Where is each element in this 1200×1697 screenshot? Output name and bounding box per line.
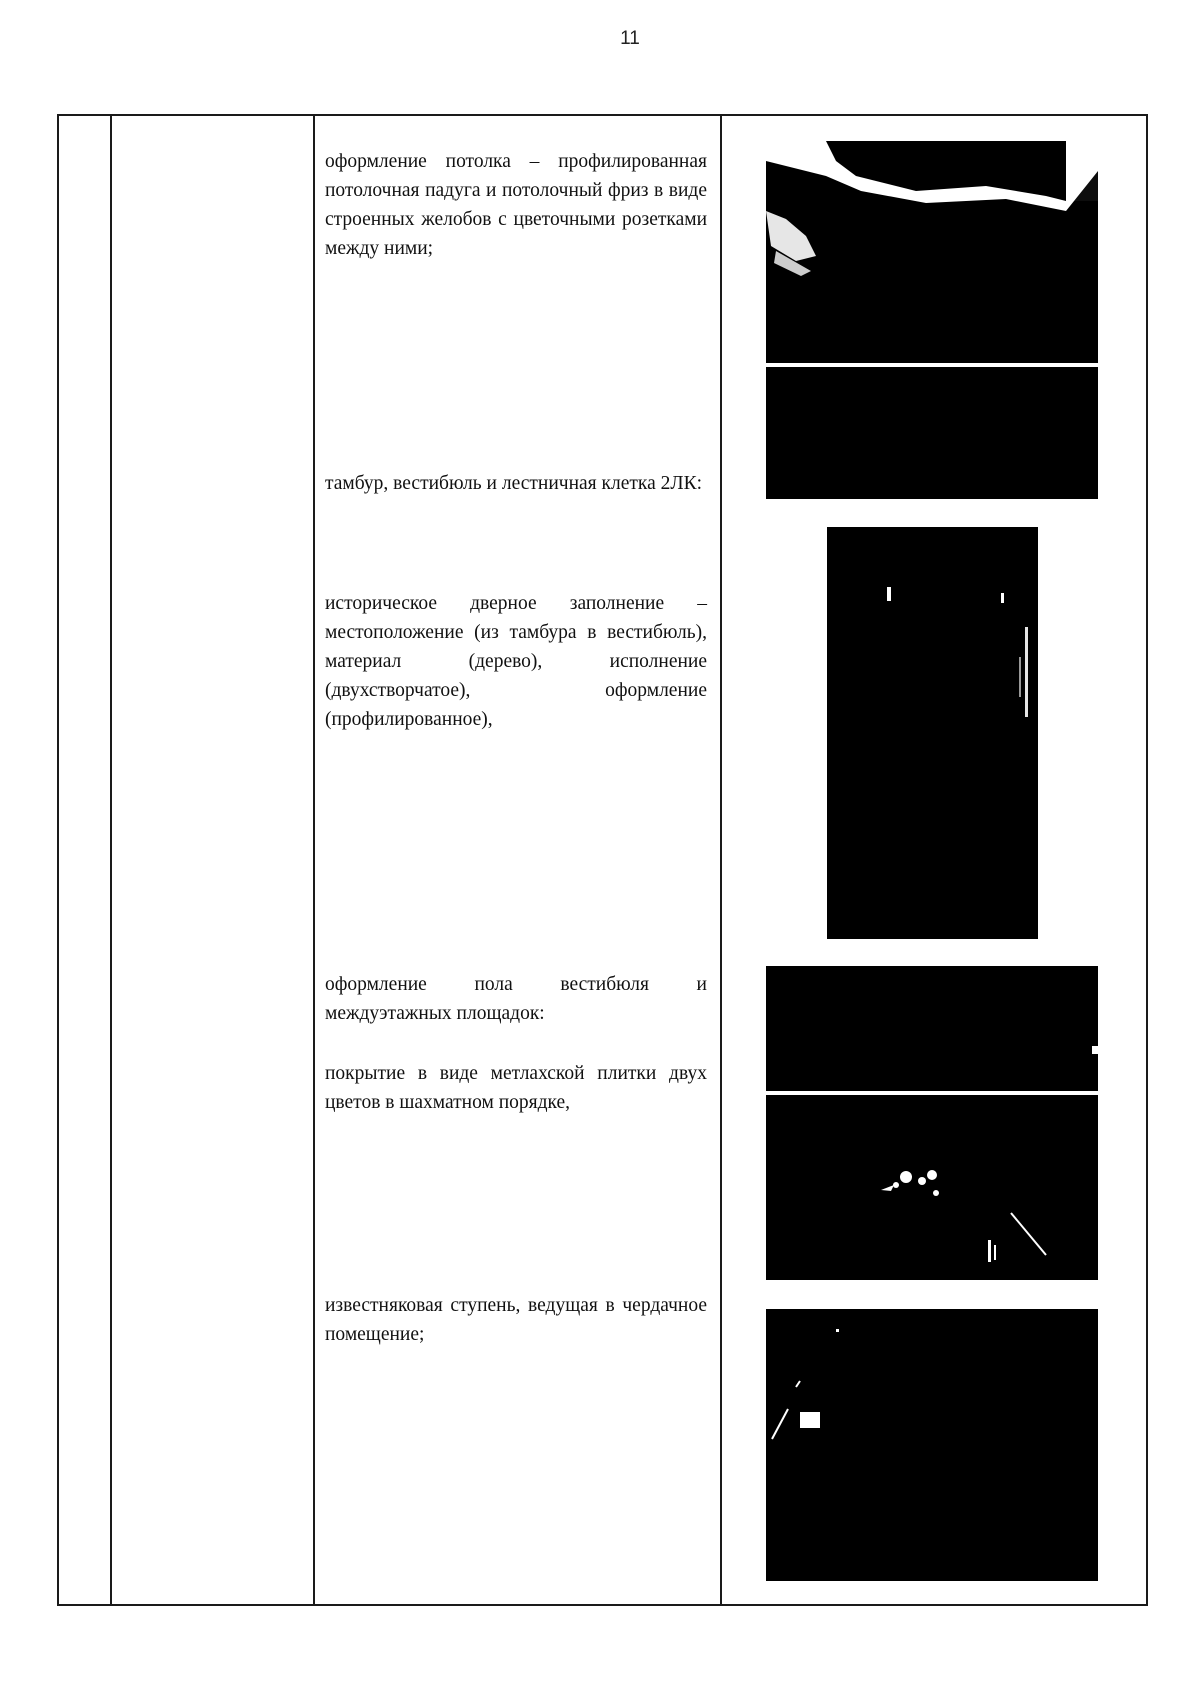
- cell-text: историческое дверное заполнение – местоположение (из тамбура в вестибюль), материал (дерево), исполнение (двухстворчатое), оформление (профилированное),: [325, 593, 707, 730]
- cell-text: оформление потолка – профилированная потолочная падуга и потолочный фриз в виде строенных желобов с цветочными розетками между ними;: [325, 151, 707, 259]
- cell-text: известняковая ступень, ведущая в чердачное помещение;: [325, 1295, 707, 1345]
- page-number: 11: [620, 28, 640, 49]
- cell-text: тамбур, вестибюль и лестничная клетка 2ЛК:: [325, 473, 702, 494]
- cell-vestibule-heading: [325, 469, 707, 498]
- column-divider-1: [110, 116, 112, 1604]
- cell-ceiling-description: [325, 147, 707, 263]
- cell-tile-description: [325, 1059, 707, 1117]
- photo-ceiling-detail: [766, 367, 1098, 499]
- cell-door-description: [325, 589, 707, 734]
- photo-door: [827, 527, 1038, 939]
- cell-floor-heading: [325, 970, 707, 1028]
- photo-floor: [766, 966, 1098, 1091]
- cell-text: оформление пола вестибюля и междуэтажных площадок:: [325, 974, 707, 1024]
- photo-limestone-step: [766, 1309, 1098, 1581]
- column-divider-3: [720, 116, 722, 1604]
- cell-text: покрытие в виде метлахской плитки двух цветов в шахматном порядке,: [325, 1063, 707, 1113]
- cell-step-description: [325, 1291, 707, 1349]
- photo-ceiling: [766, 141, 1098, 363]
- photo-floor-tiles: [766, 1095, 1098, 1280]
- column-divider-2: [313, 116, 315, 1604]
